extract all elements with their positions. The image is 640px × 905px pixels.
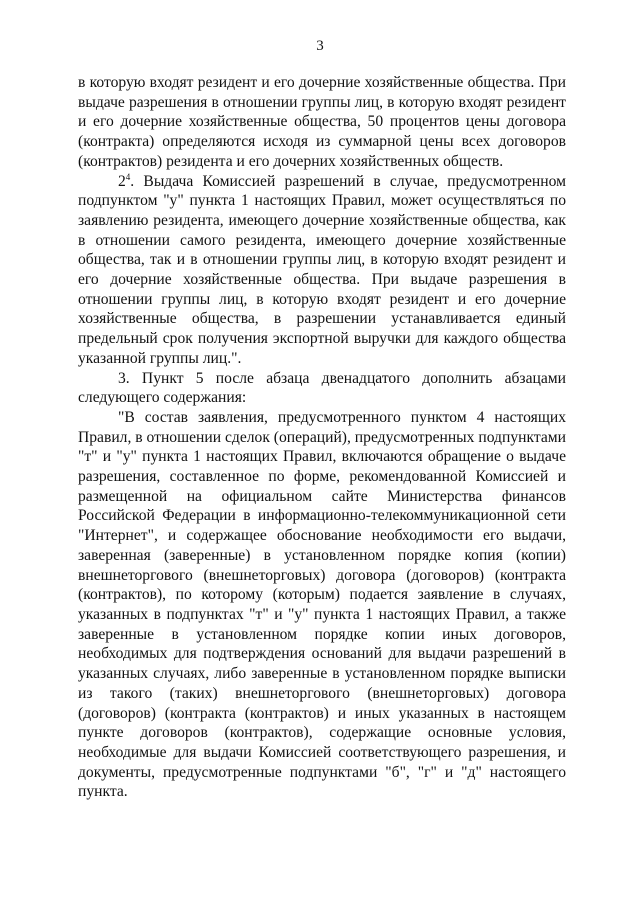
paragraph-continuation: в которую входят резидент и его дочерние хозяйственные общества. При выдаче разрешения в отношении группы лиц, в которую входят резидент и его дочерние хозяйственные общества, 50 процентов цены договора (контракта) определяются исходя из суммарной цены всех договоров (контрактов) резидента и его дочерних хозяйственных обществ. (78, 74, 566, 170)
item-text: . Выдача Комиссией разрешений в случае, предусмотренном подпунктом "у" пункта 1 настоящих Правил, может осуществляться по заявлению резидента, имеющего дочерние хозяйственные общества, как в отношении самого резидента, имеющего дочерние хозяйственные общества, так и в отношении группы лиц, в которую входят резидент и его дочерние хозяйственные общества. При выдаче разрешения в отношении группы лиц, в которую входят резидент и его дочерние хозяйственные общества, в разрешении устанавливается единый предельный срок получения экспортной выручки для каждого общества указанной группы лиц.". (78, 172, 566, 367)
paragraph-item-2-4 (78, 172, 566, 369)
item-superscript: 4 (125, 171, 131, 182)
page-number: 3 (316, 38, 324, 54)
document-body (78, 73, 566, 802)
paragraph-item-3: 3. Пункт 5 после абзаца двенадцатого дополнить абзацами следующего содержания: (78, 369, 566, 407)
paragraph-quoted-addition: "В состав заявления, предусмотренного пунктом 4 настоящих Правил, в отношении сделок (операций), предусмотренных подпунктами "т" и "у" пункта 1 настоящих Правил, включаются обращение о выдаче разрешения, составленное по форме, рекомендованной Комиссией и размещенной на официальном сайте Министерства финансов Российской Федерации в информационно-телекоммуникационной сети "Интернет", и содержащее обоснование необходимости его выдачи, заверенная (заверенные) в установленном порядке копия (копии) внешнеторгового (внешнеторговых) договора (договоров) (контракта (контрактов), по которому (которым) подается заявление в случаях, указанных в подпунктах "т" и "у" пункта 1 настоящих Правил, а также заверенные в установленном порядке копии иных договоров, необходимых для подтверждения оснований для выдачи разрешений в указанных случаях, либо заверенные в установленном порядке выписки из такого (таких) внешнеторгового (внешнеторговых) договора (договоров) (контракта (контрактов) и иных указанных в настоящем пункте договоров (контрактов), содержащие основные условия, необходимые для выдачи Комиссией соответствующего разрешения, и документы, предусмотренные подпунктами "б", "г" и "д" настоящего пункта. (78, 408, 566, 801)
item-number: 2 (118, 172, 126, 190)
